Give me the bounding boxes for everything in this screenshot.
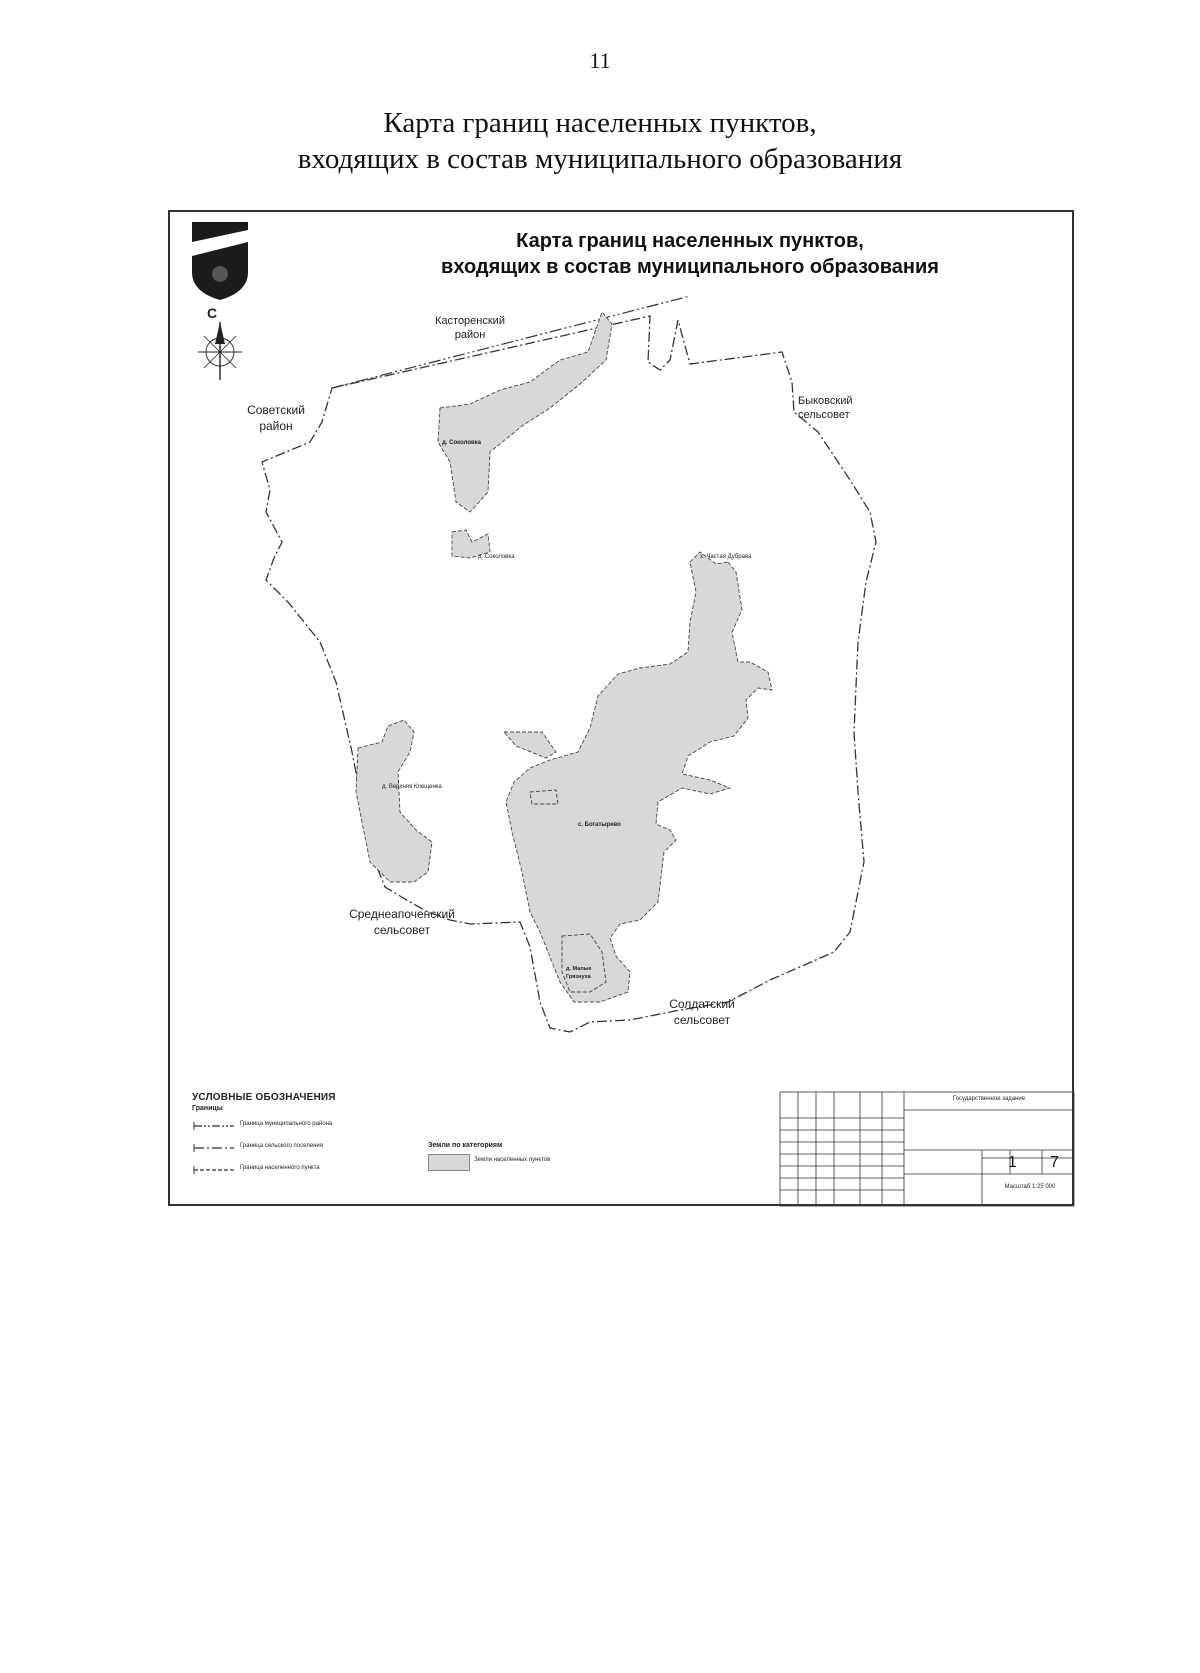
district-boundary <box>332 296 690 388</box>
legend-category-swatch <box>428 1154 470 1171</box>
north-label: С <box>206 305 218 321</box>
document-title-line-1: Карта границ населенных пунктов, <box>383 107 817 139</box>
document-title-line-2: входящих в состав муниципального образования <box>297 143 903 175</box>
map-canvas <box>170 212 1076 1208</box>
settlement-chastaya-dubrava <box>506 552 772 1002</box>
legend-line-locality-icon <box>192 1166 236 1174</box>
map-title-line-2: входящих в состав муниципального образования <box>441 256 939 278</box>
label-malye-gryazny-2: Грязнуха <box>566 974 591 980</box>
settlement-verkhnyaya-kleshchenka <box>356 720 432 882</box>
label-sredneapochensky-1: Среднеапоченский <box>349 907 455 921</box>
settlement-sokolovka-1 <box>438 312 612 512</box>
legend-boundaries-title: Границы <box>192 1105 223 1112</box>
label-sovetsky-1: Советский <box>247 403 305 417</box>
label-bykovsky-2: сельсовет <box>798 409 850 421</box>
coat-of-arms-icon <box>192 222 248 300</box>
legend-item-district-label: Граница муниципального района <box>240 1121 333 1127</box>
map-title <box>340 228 1040 280</box>
page-number: 11 <box>589 48 611 73</box>
legend-category-label: Земли населенных пунктов <box>474 1157 551 1163</box>
label-sokolovka-2: д. Соколовка <box>478 554 515 560</box>
settlement-channel-1 <box>504 732 556 758</box>
label-sovetsky-2: район <box>259 419 293 433</box>
stamp-sheets: 7 <box>1050 1154 1059 1171</box>
settlements-layer <box>356 312 772 1002</box>
label-bykovsky-1: Быковский <box>798 395 853 407</box>
legend-title: УСЛОВНЫЕ ОБОЗНАЧЕНИЯ <box>192 1092 336 1103</box>
stamp-scale: Масштаб 1:25 000 <box>1004 1184 1056 1190</box>
legend-item-locality-label: Граница населенного пункта <box>240 1165 320 1171</box>
stamp-sheet: 1 <box>1008 1154 1017 1171</box>
legend-category-title: Земли по категориям <box>428 1142 503 1149</box>
label-kastorensky-1: Касторенский <box>435 315 505 327</box>
legend-item-settlement-boundary <box>192 1142 412 1154</box>
legend-category <box>428 1142 628 1163</box>
map-title-line-1: Карта границ населенных пунктов, <box>516 230 864 252</box>
label-soldatsky-1: Солдатский <box>669 997 735 1011</box>
legend-line-rural-icon <box>192 1144 236 1152</box>
document-title <box>0 105 1200 177</box>
map-frame <box>168 210 1074 1206</box>
label-sredneapochensky-2: сельсовет <box>373 923 431 937</box>
legend-line-district-icon <box>192 1122 236 1130</box>
legend <box>192 1092 712 1200</box>
stamp-org: Государственное задание <box>952 1096 1026 1102</box>
label-sokolovka-1: д. Соколовка <box>442 440 482 446</box>
legend-item-district <box>192 1120 412 1132</box>
legend-item-locality <box>192 1164 412 1176</box>
north-arrow-icon <box>198 322 242 380</box>
label-bogatyrevo: с. Богатырево <box>578 822 621 828</box>
label-kastorensky-2: район <box>454 329 486 341</box>
label-malye-gryazny-1: д. Малые <box>566 966 592 972</box>
label-soldatsky-2: сельсовет <box>673 1013 731 1027</box>
settlement-channel-2 <box>530 790 558 804</box>
legend-item-rural-label: Граница сельского поселения <box>240 1143 324 1149</box>
label-chastaya-dubrava: х. Частая Дубрава <box>700 554 752 560</box>
label-verkhnyaya-kleshchenka: д. Верхняя Клещенка <box>382 784 442 790</box>
